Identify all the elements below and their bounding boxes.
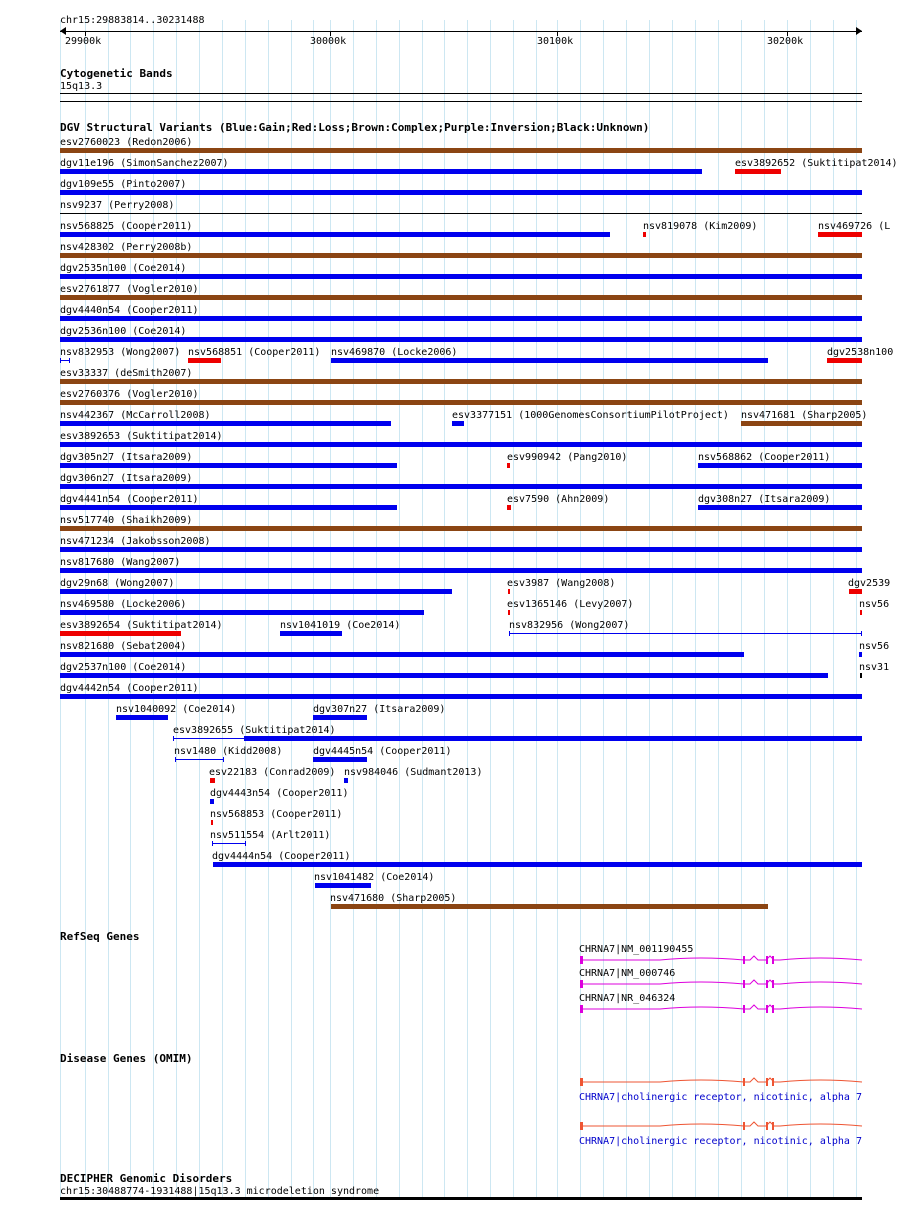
- dgv-feature-end: [60, 358, 61, 363]
- gene-exon: [580, 1122, 583, 1130]
- dgv-feature-label[interactable]: dgv2536n100 (Coe2014): [60, 326, 187, 337]
- dgv-feature-label[interactable]: nsv442367 (McCarroll2008): [60, 410, 211, 421]
- grid-line: [557, 20, 558, 1200]
- dgv-feature-label[interactable]: nsv821680 (Sebat2004): [60, 641, 187, 652]
- grid-line: [626, 20, 627, 1200]
- dgv-feature-bar[interactable]: [452, 421, 464, 426]
- grid-line: [490, 20, 491, 1200]
- dgv-feature-label[interactable]: nsv9237 (Perry2008): [60, 200, 175, 211]
- dgv-feature-line[interactable]: [509, 633, 862, 634]
- dgv-feature-bar[interactable]: [60, 589, 452, 594]
- dgv-feature-label[interactable]: nsv517740 (Shaikh2009): [60, 515, 193, 526]
- dgv-feature-bar[interactable]: [116, 715, 168, 720]
- grid-line: [764, 20, 765, 1200]
- position-label: chr15:29883814..30231488: [60, 15, 205, 26]
- dgv-feature-bar[interactable]: [60, 274, 862, 279]
- dgv-feature-label[interactable]: dgv4440n54 (Cooper2011): [60, 305, 199, 316]
- dgv-feature-label[interactable]: nsv832953 (Wong2007): [60, 347, 181, 358]
- dgv-feature-label[interactable]: nsv817680 (Wang2007): [60, 557, 181, 568]
- ruler-axis: [60, 31, 862, 32]
- dgv-track-title[interactable]: DGV Structural Variants (Blue:Gain;Red:Loss;Brown:Complex;Purple:Inversion;Black:Unknown): [60, 121, 650, 134]
- dgv-feature-bar[interactable]: [60, 400, 862, 405]
- ruler-tick-label: 30100k: [537, 36, 574, 47]
- dgv-feature-label[interactable]: nsv1041019 (Coe2014): [280, 620, 401, 631]
- dgv-feature-bar[interactable]: [60, 316, 862, 321]
- dgv-feature-bar[interactable]: [315, 883, 371, 888]
- dgv-feature-bar[interactable]: [827, 358, 862, 363]
- dgv-feature-bar[interactable]: [698, 463, 862, 468]
- cytoband-line-top: [60, 93, 862, 94]
- cytoband-label: 15q13.3: [60, 81, 103, 92]
- dgv-feature-label[interactable]: nsv56: [859, 641, 890, 652]
- dgv-feature-label[interactable]: esv3892653 (Suktitipat2014): [60, 431, 223, 442]
- dgv-feature-label[interactable]: nsv56: [859, 599, 890, 610]
- dgv-feature-label[interactable]: nsv568853 (Cooper2011): [210, 809, 343, 820]
- dgv-feature-label[interactable]: dgv4443n54 (Cooper2011): [210, 788, 349, 799]
- dgv-feature-bar[interactable]: [60, 190, 862, 195]
- grid-line: [833, 20, 834, 1200]
- gene-exon: [772, 956, 774, 964]
- dgv-feature-label[interactable]: nsv1040092 (Coe2014): [116, 704, 237, 715]
- grid-line: [741, 20, 742, 1200]
- dgv-feature-bar[interactable]: [60, 337, 862, 342]
- dgv-feature-bar[interactable]: [60, 694, 862, 699]
- ruler-right-arrow[interactable]: [856, 27, 862, 35]
- gene-exon: [743, 980, 745, 988]
- dgv-feature-label[interactable]: dgv305n27 (Itsara2009): [60, 452, 193, 463]
- dgv-feature-bar[interactable]: [849, 589, 862, 594]
- dgv-feature-label[interactable]: esv1365146 (Levy2007): [507, 599, 634, 610]
- gene-exon: [580, 1078, 583, 1086]
- dgv-feature-label[interactable]: esv3377151 (1000GenomesConsortiumPilotProject): [452, 410, 729, 421]
- dgv-feature-bar[interactable]: [859, 652, 862, 657]
- dgv-feature-bar[interactable]: [508, 589, 510, 594]
- dgv-feature-label[interactable]: nsv568851 (Cooper2011): [188, 347, 321, 358]
- dgv-feature-label[interactable]: dgv307n27 (Itsara2009): [313, 704, 446, 715]
- dgv-feature-bar[interactable]: [210, 778, 215, 783]
- dgv-feature-label[interactable]: esv3892652 (Suktitipat2014): [735, 158, 898, 169]
- dgv-feature-label[interactable]: nsv984046 (Sudmant2013): [344, 767, 483, 778]
- refseq-gene-model[interactable]: [0, 976, 890, 992]
- dgv-feature-bar[interactable]: [507, 505, 511, 510]
- dgv-feature-label[interactable]: dgv29n68 (Wong2007): [60, 578, 175, 589]
- dgv-feature-label[interactable]: nsv31: [859, 662, 890, 673]
- ruler-left-arrow[interactable]: [60, 27, 66, 35]
- dgv-feature-bar[interactable]: [60, 652, 744, 657]
- decipher-feature-label[interactable]: chr15:30488774-1931488|15q13.3 microdeletion syndrome: [60, 1186, 380, 1197]
- dgv-feature-bar[interactable]: [313, 757, 367, 762]
- refseq-gene-model[interactable]: [0, 1001, 890, 1017]
- gene-exon: [772, 980, 774, 988]
- ruler-tick-label: 30000k: [310, 36, 347, 47]
- omim-track-title[interactable]: Disease Genes (OMIM): [60, 1052, 193, 1065]
- dgv-feature-label[interactable]: nsv1480 (Kidd2008): [174, 746, 283, 757]
- dgv-feature-label[interactable]: nsv469726 (L: [818, 221, 891, 232]
- dgv-feature-label[interactable]: dgv306n27 (Itsara2009): [60, 473, 193, 484]
- dgv-feature-label[interactable]: nsv471680 (Sharp2005): [330, 893, 457, 904]
- grid-line: [467, 20, 468, 1200]
- dgv-feature-bar[interactable]: [60, 673, 828, 678]
- dgv-feature-bar[interactable]: [60, 505, 397, 510]
- dgv-feature-bar[interactable]: [60, 148, 862, 153]
- dgv-feature-bar[interactable]: [818, 232, 862, 237]
- gene-exon: [580, 980, 583, 988]
- gene-exon: [743, 1078, 745, 1086]
- dgv-feature-label[interactable]: nsv568825 (Cooper2011): [60, 221, 193, 232]
- dgv-feature-label[interactable]: esv3892655 (Suktitipat2014): [173, 725, 336, 736]
- gene-exon: [580, 1005, 583, 1013]
- dgv-feature-bar[interactable]: [60, 631, 181, 636]
- dgv-feature-label[interactable]: esv2760376 (Vogler2010): [60, 389, 199, 400]
- dgv-feature-line[interactable]: [175, 759, 224, 760]
- dgv-feature-bar[interactable]: [60, 379, 862, 384]
- dgv-feature-end: [245, 841, 246, 846]
- dgv-feature-label[interactable]: nsv469870 (Locke2006): [331, 347, 458, 358]
- dgv-feature-bar[interactable]: [344, 778, 348, 783]
- dgv-feature-bar[interactable]: [210, 799, 214, 804]
- dgv-feature-label[interactable]: nsv471681 (Sharp2005): [741, 410, 868, 421]
- dgv-feature-bar[interactable]: [60, 169, 702, 174]
- dgv-feature-line[interactable]: [173, 738, 244, 739]
- gene-exon: [772, 1005, 774, 1013]
- decipher-feature-bar[interactable]: [60, 1197, 862, 1200]
- grid-line: [672, 20, 673, 1200]
- dgv-feature-bar[interactable]: [741, 421, 862, 426]
- dgv-feature-bar[interactable]: [60, 484, 862, 489]
- dgv-feature-label[interactable]: esv2760023 (Redon2006): [60, 137, 193, 148]
- grid-line: [695, 20, 696, 1200]
- dgv-feature-label[interactable]: nsv819078 (Kim2009): [643, 221, 758, 232]
- gene-exon: [580, 956, 583, 964]
- refseq-track-title[interactable]: RefSeq Genes: [60, 930, 140, 943]
- dgv-feature-bar[interactable]: [280, 631, 342, 636]
- omim-gene-label[interactable]: CHRNA7|cholinergic receptor, nicotinic, alpha 7: [579, 1136, 862, 1147]
- dgv-feature-bar[interactable]: [60, 421, 391, 426]
- dgv-feature-label[interactable]: dgv4442n54 (Cooper2011): [60, 683, 199, 694]
- dgv-feature-bar[interactable]: [60, 547, 862, 552]
- dgv-feature-label[interactable]: esv7590 (Ahn2009): [507, 494, 610, 505]
- dgv-feature-bar[interactable]: [331, 904, 768, 909]
- refseq-gene-label[interactable]: CHRNA7|NM_001190455: [579, 944, 694, 955]
- dgv-feature-label[interactable]: nsv832956 (Wong2007): [509, 620, 630, 631]
- gene-exon: [766, 1122, 768, 1130]
- dgv-feature-label[interactable]: nsv1041482 (Coe2014): [314, 872, 435, 883]
- gene-exon: [743, 1005, 745, 1013]
- dgv-feature-end: [223, 757, 224, 762]
- gene-intron-line: [581, 1005, 862, 1009]
- dgv-feature-bar[interactable]: [188, 358, 221, 363]
- dgv-feature-bar[interactable]: [508, 610, 510, 615]
- gene-exon: [766, 1005, 768, 1013]
- refseq-gene-model[interactable]: [0, 952, 890, 968]
- dgv-feature-line[interactable]: [212, 843, 246, 844]
- grid-line: [856, 20, 857, 1200]
- dgv-feature-bar[interactable]: [60, 568, 862, 573]
- gene-exon: [766, 980, 768, 988]
- dgv-feature-label[interactable]: esv22183 (Conrad2009): [209, 767, 336, 778]
- dgv-feature-bar[interactable]: [60, 213, 862, 214]
- omim-gene-label[interactable]: CHRNA7|cholinergic receptor, nicotinic, alpha 7: [579, 1092, 862, 1103]
- dgv-feature-label[interactable]: dgv4445n54 (Cooper2011): [313, 746, 452, 757]
- grid-line: [444, 20, 445, 1200]
- omim-gene-model[interactable]: [0, 1074, 890, 1090]
- grid-line: [513, 20, 514, 1200]
- grid-line: [787, 20, 788, 1200]
- dgv-feature-bar[interactable]: [313, 715, 367, 720]
- dgv-feature-bar[interactable]: [213, 862, 862, 867]
- dgv-feature-label[interactable]: dgv2538n100: [827, 347, 894, 358]
- gene-exon: [772, 1078, 774, 1086]
- ruler-tick-label: 29900k: [65, 36, 102, 47]
- grid-line: [580, 20, 581, 1200]
- gene-intron-line: [581, 1122, 862, 1126]
- dgv-feature-bar[interactable]: [60, 253, 862, 258]
- dgv-feature-end: [173, 736, 174, 741]
- dgv-feature-bar[interactable]: [698, 505, 862, 510]
- dgv-feature-end: [69, 358, 70, 363]
- dgv-feature-label[interactable]: esv3892654 (Suktitipat2014): [60, 620, 223, 631]
- gene-exon: [766, 1078, 768, 1086]
- ruler-tick-label: 30200k: [767, 36, 804, 47]
- dgv-feature-bar[interactable]: [507, 463, 510, 468]
- omim-gene-model[interactable]: [0, 1118, 890, 1134]
- grid-line: [649, 20, 650, 1200]
- dgv-feature-label[interactable]: dgv11e196 (SimonSanchez2007): [60, 158, 229, 169]
- dgv-feature-end: [175, 757, 176, 762]
- dgv-feature-label[interactable]: dgv4441n54 (Cooper2011): [60, 494, 199, 505]
- gene-exon: [743, 1122, 745, 1130]
- refseq-gene-label[interactable]: CHRNA7|NR_046324: [579, 993, 676, 1004]
- dgv-feature-bar[interactable]: [735, 169, 781, 174]
- dgv-feature-label[interactable]: esv990942 (Pang2010): [507, 452, 628, 463]
- dgv-feature-end: [212, 841, 213, 846]
- dgv-feature-bar[interactable]: [860, 610, 862, 615]
- grid-line: [810, 20, 811, 1200]
- gene-exon: [772, 1122, 774, 1130]
- dgv-feature-label[interactable]: nsv568862 (Cooper2011): [698, 452, 831, 463]
- dgv-feature-label[interactable]: dgv308n27 (Itsara2009): [698, 494, 831, 505]
- dgv-feature-bar[interactable]: [244, 736, 862, 741]
- gene-intron-line: [581, 1078, 862, 1082]
- dgv-feature-end: [861, 631, 862, 636]
- dgv-feature-label[interactable]: dgv2539: [848, 578, 891, 589]
- dgv-feature-bar[interactable]: [211, 820, 213, 825]
- dgv-feature-bar[interactable]: [643, 232, 646, 237]
- dgv-feature-label[interactable]: nsv428302 (Perry2008b): [60, 242, 193, 253]
- dgv-feature-bar[interactable]: [331, 358, 768, 363]
- dgv-feature-label[interactable]: dgv2537n100 (Coe2014): [60, 662, 187, 673]
- refseq-gene-label[interactable]: CHRNA7|NM_000746: [579, 968, 676, 979]
- dgv-feature-label[interactable]: nsv471234 (Jakobsson2008): [60, 536, 211, 547]
- grid-line: [603, 20, 604, 1200]
- gene-exon: [766, 956, 768, 964]
- dgv-feature-label[interactable]: nsv469580 (Locke2006): [60, 599, 187, 610]
- cytoband-line-bottom: [60, 101, 862, 102]
- dgv-feature-label[interactable]: dgv2535n100 (Coe2014): [60, 263, 187, 274]
- dgv-feature-bar[interactable]: [860, 673, 862, 678]
- dgv-feature-bar[interactable]: [60, 526, 862, 531]
- gene-exon: [743, 956, 745, 964]
- decipher-track-title[interactable]: DECIPHER Genomic Disorders: [60, 1172, 233, 1185]
- dgv-feature-label[interactable]: esv2761877 (Vogler2010): [60, 284, 199, 295]
- dgv-feature-label[interactable]: dgv109e55 (Pinto2007): [60, 179, 187, 190]
- gene-intron-line: [581, 956, 862, 960]
- dgv-feature-label[interactable]: esv33337 (deSmith2007): [60, 368, 193, 379]
- grid-line: [536, 20, 537, 1200]
- dgv-feature-bar[interactable]: [60, 295, 862, 300]
- cytoband-track-title[interactable]: Cytogenetic Bands: [60, 67, 173, 80]
- dgv-feature-bar[interactable]: [60, 442, 862, 447]
- dgv-feature-bar[interactable]: [60, 463, 397, 468]
- gene-intron-line: [581, 980, 862, 984]
- dgv-feature-label[interactable]: dgv4444n54 (Cooper2011): [212, 851, 351, 862]
- dgv-feature-bar[interactable]: [60, 610, 424, 615]
- grid-line: [718, 20, 719, 1200]
- dgv-feature-label[interactable]: esv3987 (Wang2008): [507, 578, 616, 589]
- dgv-feature-label[interactable]: nsv511554 (Arlt2011): [210, 830, 331, 841]
- dgv-feature-end: [509, 631, 510, 636]
- dgv-feature-bar[interactable]: [60, 232, 610, 237]
